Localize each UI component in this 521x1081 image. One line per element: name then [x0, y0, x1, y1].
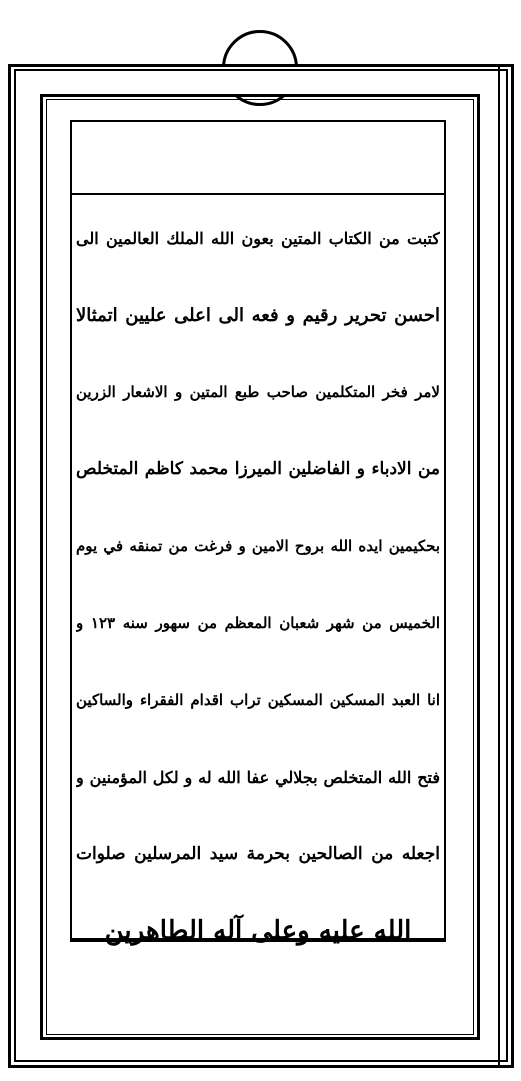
colophon-line: لامر فخر المتكلمين صاحب طبع المتين و الاشعار الزرين — [76, 383, 440, 401]
header-rule — [70, 193, 446, 195]
colophon-line: كتبت من الكتاب المتين بعون الله الملك العالمين الى — [76, 229, 440, 248]
colophon-line: من الادباء و الفاضلين الميرزا محمد كاظم المتخلص — [76, 459, 440, 479]
colophon-line: اجعله من الصالحين بحرمة سيد المرسلين صلوات — [76, 844, 440, 864]
colophon-line: الله عليه وعلى آله الطاهرين — [104, 916, 412, 946]
colophon-text — [72, 200, 444, 946]
colophon-line: انا العبد المسكين المسكين تراب اقدام الفقراء والساكين — [76, 691, 440, 709]
colophon-line: الخميس من شهر شعبان المعظم من سهور سنه ١٢٣ و — [76, 614, 440, 632]
colophon-line: بحكيمين ايده الله بروح الامين و فرغت من تمنقه في يوم — [76, 537, 440, 555]
right-margin-line — [498, 64, 500, 1068]
colophon-line: فتح الله المتخلص بجلالي عفا الله له و لكل المؤمنين و — [76, 768, 440, 787]
colophon-line: احسن تحرير رقيم و فعه الى اعلى عليين اتمثالا — [76, 305, 440, 326]
